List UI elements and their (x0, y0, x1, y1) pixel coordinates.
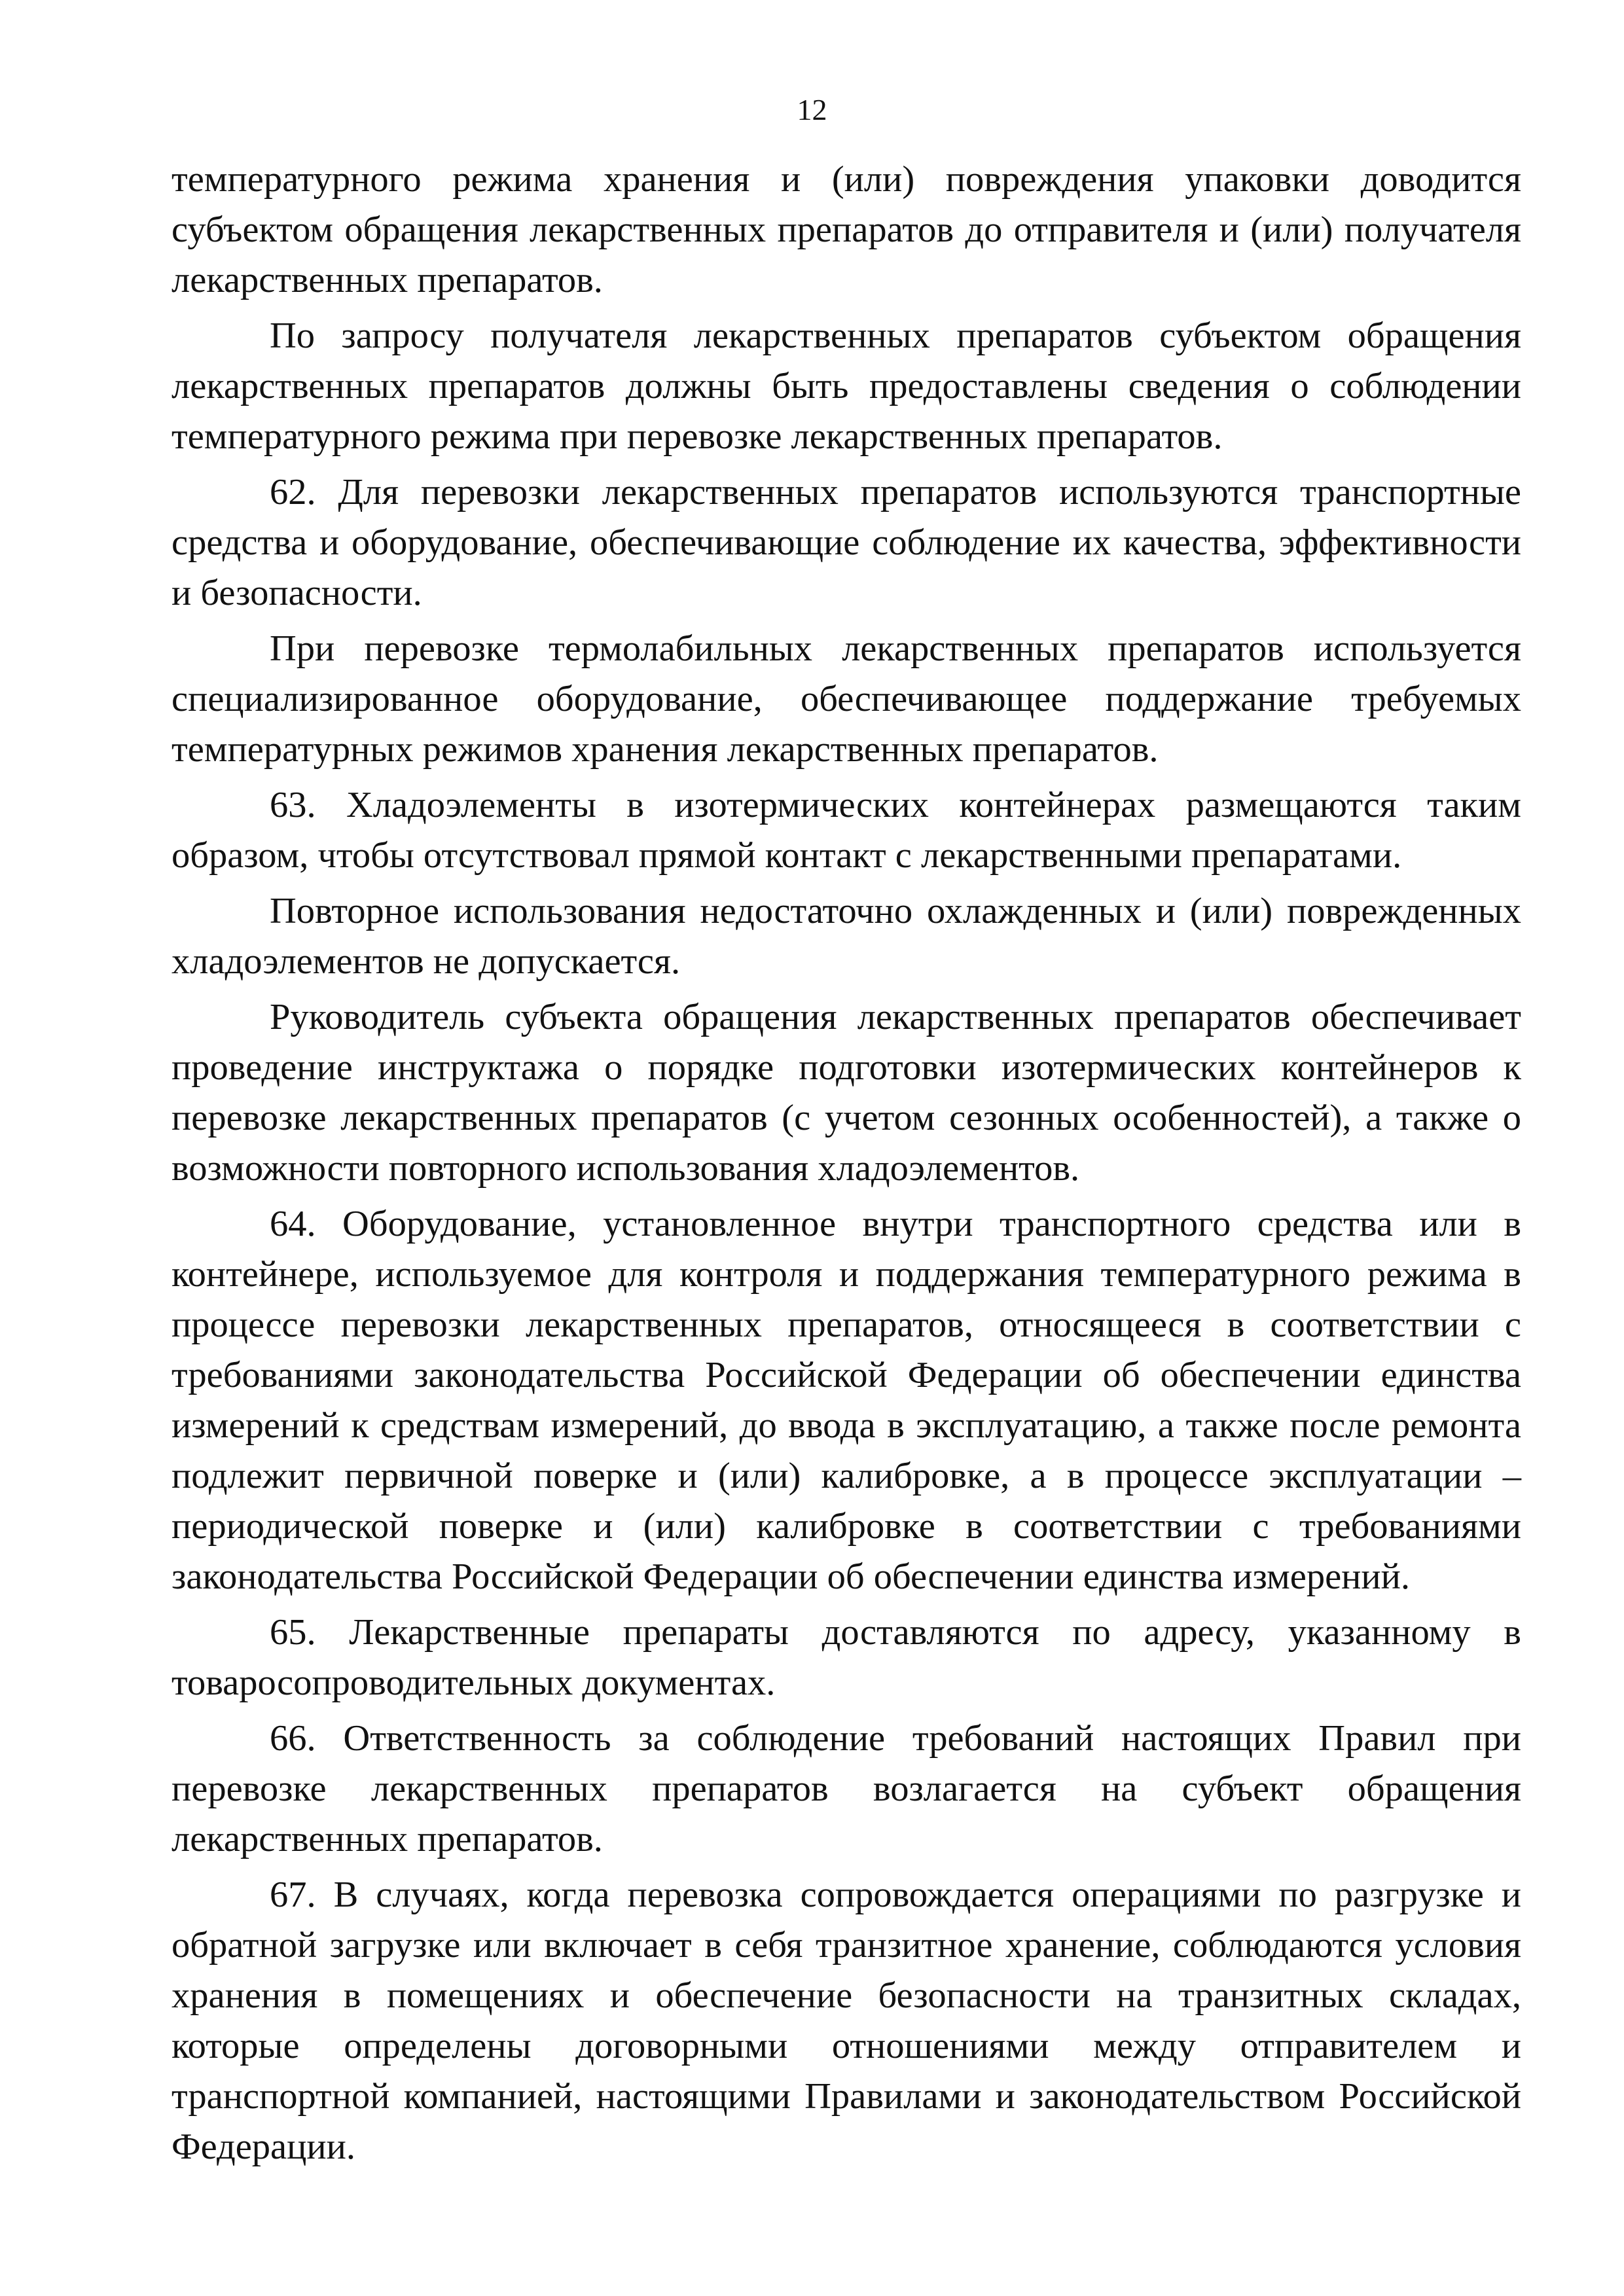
paragraph-item-64: 64. Оборудование, установленное внутри транспортного средства или в контейнере, используемое для контроля и поддержания температурного режима в процессе перевозки лекарственных препаратов, относящееся в соответствии с требованиями законодательства Российской Федерации об обеспечении единства измерений к средствам измерений, до ввода в эксплуатацию, а также после ремонта подлежит первичной поверке и (или) калибровке, а в процессе эксплуатации – периодической поверке и (или) калибровке в соответствии с требованиями законодательства Российской Федерации об обеспечении единства измерений. (171, 1204, 1521, 1597)
paragraph-continuation: температурного режима хранения и (или) повреждения упаковки доводится субъектом обращения лекарственных препаратов до отправителя и (или) получателя лекарственных препаратов. (171, 159, 1521, 300)
document-body (171, 154, 1521, 2172)
paragraph-item-62: 62. Для перевозки лекарственных препаратов используются транспортные средства и оборудование, обеспечивающие соблюдение их качества, эффективности и безопасности. (171, 472, 1521, 613)
paragraph: Руководитель субъекта обращения лекарственных препаратов обеспечивает проведение инструктажа о порядке подготовки изотермических контейнеров к перевозке лекарственных препаратов (с учетом сезонных особенностей), а также о возможности повторного использования хладоэлементов. (171, 997, 1521, 1189)
paragraph: При перевозке термолабильных лекарственных препаратов используется специализированное оборудование, обеспечивающее поддержание требуемых температурных режимов хранения лекарственных препаратов. (171, 628, 1521, 770)
paragraph-item-67: 67. В случаях, когда перевозка сопровождается операциями по разгрузке и обратной загрузке или включает в себя транзитное хранение, соблюдаются условия хранения в помещениях и обеспечение безопасности на транзитных складах, которые определены договорными отношениями между отправителем и транспортной компанией, настоящими Правилами и законодательством Российской Федерации. (171, 1874, 1521, 2167)
paragraph-item-66: 66. Ответственность за соблюдение требований настоящих Правил при перевозке лекарственных препаратов возлагается на субъект обращения лекарственных препаратов. (171, 1718, 1521, 1859)
paragraph: Повторное использования недостаточно охлажденных и (или) поврежденных хладоэлементов не допускается. (171, 891, 1521, 982)
paragraph-item-65: 65. Лекарственные препараты доставляются по адресу, указанному в товаросопроводительных документах. (171, 1612, 1521, 1703)
paragraph-item-63: 63. Хладоэлементы в изотермических контейнерах размещаются таким образом, чтобы отсутствовал прямой контакт с лекарственными препаратами. (171, 785, 1521, 876)
page-number: 12 (797, 93, 827, 126)
paragraph: По запросу получателя лекарственных препаратов субъектом обращения лекарственных препаратов должны быть предоставлены сведения о соблюдении температурного режима при перевозке лекарственных препаратов. (171, 315, 1521, 457)
